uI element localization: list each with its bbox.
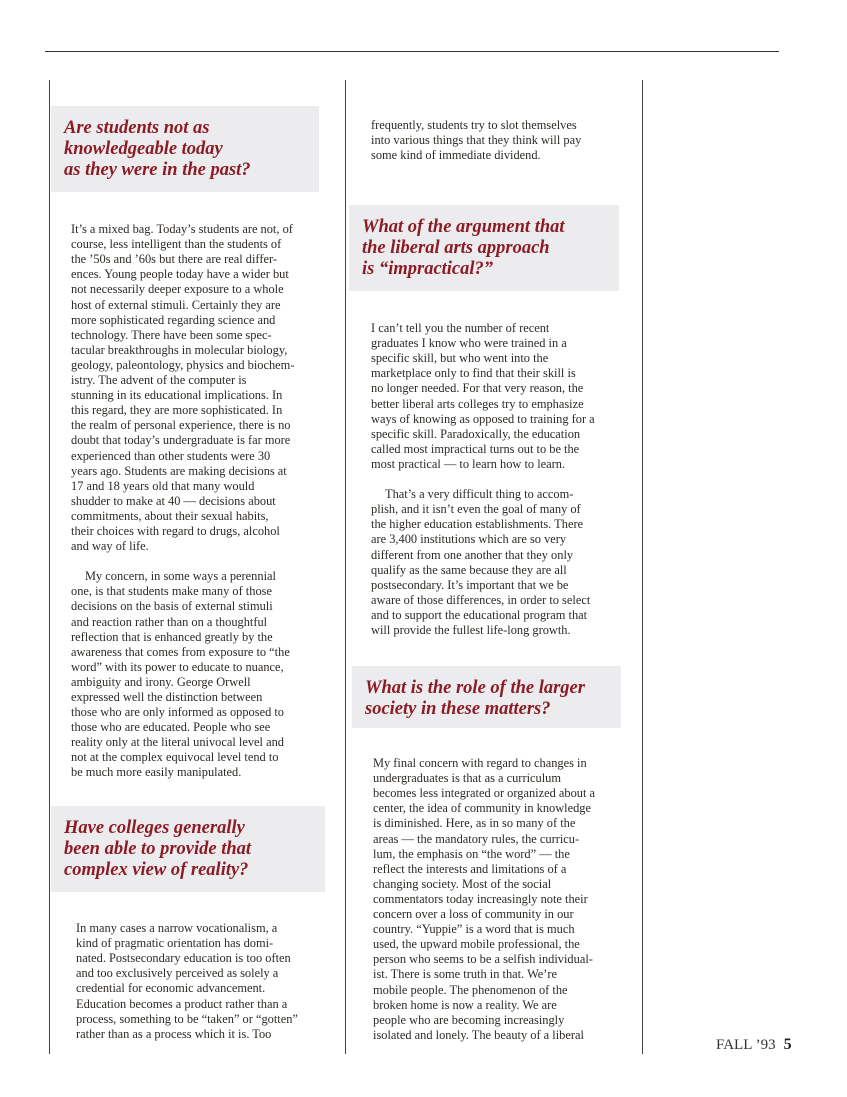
answer-text-complex-view — [76, 906, 346, 1057]
paragraph: I can’t tell you the number of recent graduates I know who were trained in a specific skill, but who went into the marketplace only to find that their skill is no longer needed. For that very reason, the better liberal arts colleges try to emphasize ways of knowing as opposed to training for a specific skill. Paradoxically, the education called most impractical turns out to be the most practical — to learn how to learn. — [371, 321, 595, 471]
page-number: 5 — [783, 1036, 792, 1053]
paragraph: In many cases a narrow vocationalism, a kind of pragmatic orientation has domi- nated. Postsecondary education is too often and too exclusively perceived as solely a credential for economic advancement. Education becomes a product rather than a process, something to be “taken” or “gotten” rather than as a process which it is. Too — [76, 921, 298, 1041]
issue-label: FALL ’93 — [716, 1037, 776, 1053]
top-rule — [45, 51, 779, 52]
page-footer — [716, 1036, 792, 1054]
question-box-complex-view — [51, 806, 325, 892]
question-box-larger-society — [352, 666, 621, 728]
answer-text-knowledgeable — [71, 207, 346, 796]
paragraph: My final concern with regard to changes in undergraduates is that as a curriculum becomes less integrated or organized about a center, the idea of community in knowledge is diminished. Here, as in so many of the areas — the mandatory rules, the curricu- lum, the emphasis on “the word” — the reflect the interests and limitations of a changing society. Most of the social commentators today increasingly note their concern over a loss of community in our country. “Yuppie” is a word that is much used, the upward mobile professional, the person who seems to be a selfish individual- ist. There is some truth in that. We’re mobile people. The phenomenon of the broken home is now a reality. We are people who are becoming increasingly isolated and lonely. The beauty of a liberal — [373, 756, 596, 1042]
answer-text-larger-society — [373, 741, 643, 1058]
paragraph: It’s a mixed bag. Today’s students are not, of course, less intelligent than the students of the ’50s and ’60s but there are real differ- ences. Young people today have a wider but not necessarily deeper exposure to a whole host of external stimuli. Certainly they are more sophisticated regarding science and technology. There have been some spec- tacular breakthroughs in molecular biology, geology, paleontology, physics and biochem- istry. The advent of the computer is stunning in its educational implications. In this regard, they are more sophisticated. In the realm of personal experience, there is no doubt that today’s undergraduate is far more experienced than other students were 30 years ago. Students are making decisions at 17 and 18 years old that many would shudder to make at 40 — decisions about commitments, about their sexual habits, their choices with regard to drugs, alcohol and way of life. — [71, 222, 295, 554]
question-heading-complex-view: Have colleges generally been able to provide that complex view of reality? — [64, 818, 252, 880]
answer-text-impractical — [371, 306, 641, 653]
question-heading-larger-society: What is the role of the larger society in these matters? — [365, 678, 585, 719]
continued-text — [371, 103, 641, 178]
column-divider-left — [49, 80, 50, 1054]
paragraph: That’s a very difficult thing to accom- plish, and it isn’t even the goal of many of the higher education establishments. There are 3,400 institutions which are so very different from one another that they only qualify as the same because they are all postsecondary. It’s important that we be aware of those differences, in order to select and to support the educational program that will provide the fullest life-long growth. — [371, 487, 591, 637]
question-heading-knowledgeable: Are students not as knowledgeable today as they were in the past? — [64, 118, 251, 180]
paragraph: My concern, in some ways a perennial one, is that students make many of those decisions on the basis of external stimuli and reaction rather than on a thoughtful reflection that is enhanced greatly by the awareness that comes from exposure to “the word” with its power to educate to nuance, ambiguity and irony. George Orwell expressed well the distinction between those who are only informed as opposed to those who are educated. People who see reality only at the literal univocal level and not at the complex equivocal level tend to be much more easily manipulated. — [71, 569, 290, 780]
paragraph: frequently, students try to slot themselves into various things that they think will pay some kind of immediate dividend. — [371, 118, 582, 163]
question-box-knowledgeable — [51, 106, 319, 192]
question-heading-impractical: What of the argument that the liberal arts approach is “impractical?” — [362, 217, 565, 279]
question-box-impractical — [349, 205, 619, 291]
